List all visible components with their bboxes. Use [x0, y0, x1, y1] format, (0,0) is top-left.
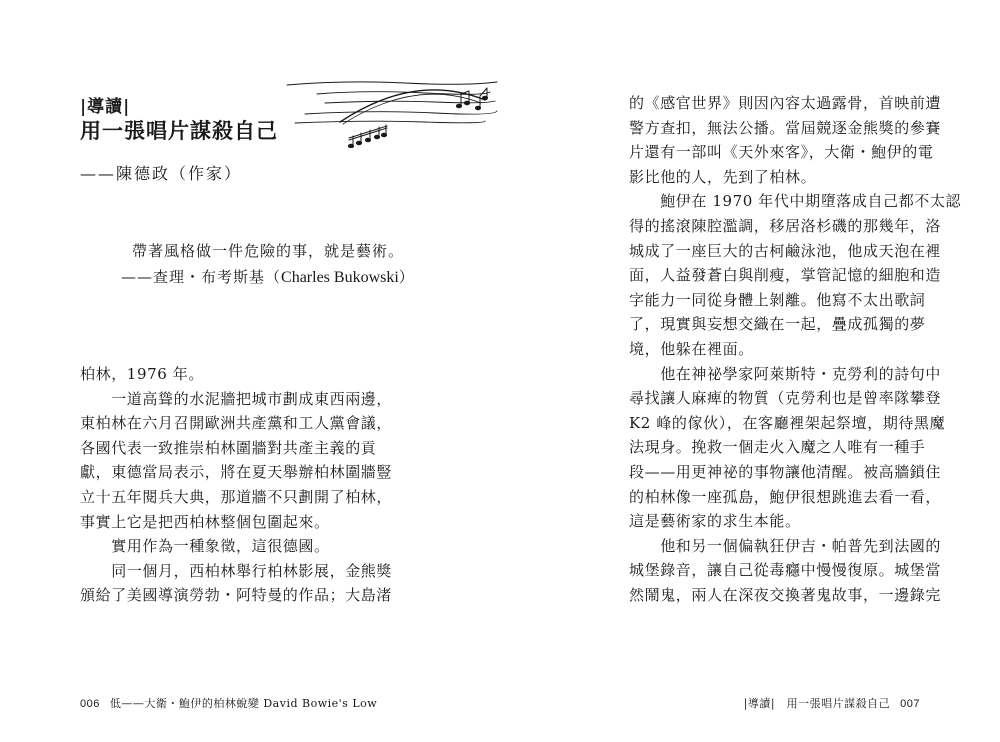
body-line: 同一個月，西柏林舉行柏林影展，金熊獎 [80, 561, 393, 580]
epigraph-attribution-prefix: ——查理・布考斯基（ [121, 268, 282, 286]
epigraph-quote: 帶著風格做一件危險的事，就是藝術。 [132, 242, 405, 260]
body-line: 得的搖滾陳腔濫調，移居洛杉磯的那幾年，洛 [629, 216, 942, 235]
epigraph-attribution [121, 266, 415, 287]
body-line: 的《感官世界》則因內容太過露骨，首映前遭 [629, 94, 942, 112]
body-line: 各國代表一致推崇柏林圍牆對共產主義的貢 [80, 438, 377, 457]
body-line: 一道高聳的水泥牆把城市劃成東西兩邊， [80, 389, 393, 408]
left-folio [80, 695, 377, 711]
right-folio [744, 695, 920, 711]
section-mark: |導讀| [80, 97, 131, 117]
body-line: 頒給了美國導演勞勃・阿特曼的作品；大島渚 [80, 586, 393, 605]
music-staff-sketch-icon [285, 76, 500, 148]
body-line: 影比他的人，先到了柏林。 [629, 167, 817, 186]
body-line: 事實上它是把西柏林整個包圍起來。 [80, 512, 330, 531]
body-line: 境，他躲在裡面。 [629, 339, 754, 358]
body-line: 他在神祕學家阿萊斯特・克勞利的詩句中 [629, 364, 942, 383]
chapter-title: 用一張唱片謀殺自己 [80, 118, 278, 143]
body-line: 面，人益發蒼白與削瘦，掌管記憶的細胞和造 [629, 266, 942, 285]
body-line: 法現身。挽救一個走火入魔之人唯有一種手 [629, 438, 926, 457]
body-line: 柏林，1976 年。 [80, 365, 204, 383]
body-line: 城成了一座巨大的古柯鹼泳池，他成天泡在裡 [629, 241, 942, 260]
epigraph-attribution-latin: Charles Bukowski [281, 269, 399, 286]
body-line: 尋找讓人麻痺的物質（克勞利也是曾率隊攀登 [629, 389, 942, 408]
body-line: 鮑伊在 1970 年代中期墮落成自己都不太認 [629, 192, 962, 211]
right-page [500, 0, 1000, 742]
page-number-left: 006 [80, 698, 100, 710]
body-line: 實用作為一種象徵，這很德國。 [80, 537, 330, 556]
epigraph-attribution-suffix: ） [398, 268, 415, 286]
right-body-text [629, 91, 962, 607]
body-line: 警方查扣，無法公播。當屆競逐金熊獎的參賽 [629, 118, 942, 137]
body-line: 字能力一同從身體上剝離。他寫不太出歌詞 [629, 290, 926, 309]
body-line: 東柏林在六月召開歐洲共產黨和工人黨會議， [80, 414, 393, 433]
body-line: 他和另一個偏執狂伊吉・帕普先到法國的 [629, 536, 942, 555]
body-line: 城堡錄音，讓自己從毒癮中慢慢復原。城堡當 [629, 561, 942, 580]
left-body-text [80, 362, 400, 608]
body-line: K2 峰的傢伙），在客廳裡架起祭壇，期待黑魔 [629, 413, 946, 432]
running-head-left: 低——大衛・鮑伊的柏林蛻變 David Bowie's Low [109, 697, 378, 710]
page-number-right: 007 [900, 698, 920, 710]
body-line: 獻，東德當局表示，將在夏天舉辦柏林圍牆豎 [80, 463, 393, 482]
body-line: 的柏林像一座孤島，鮑伊很想跳進去看一看， [629, 487, 942, 506]
body-line: 了，現實與妄想交織在一起，疊成孤獨的夢 [629, 315, 926, 334]
body-line: 段——用更神祕的事物讓他清醒。被高牆鎖住 [629, 462, 942, 481]
running-head-right: |導讀| 用一張唱片謀殺自己 [743, 697, 891, 710]
author-credit: ——陳德政（作家） [80, 164, 243, 183]
body-line: 然鬧鬼，兩人在深夜交換著鬼故事，一邊錄完 [629, 585, 942, 604]
body-line: 片還有一部叫《天外來客》，大衛・鮑伊的電 [629, 143, 934, 162]
body-line: 這是藝術家的求生本能。 [629, 512, 801, 531]
body-line: 立十五年閱兵大典，那道牆不只劃開了柏林， [80, 487, 393, 506]
